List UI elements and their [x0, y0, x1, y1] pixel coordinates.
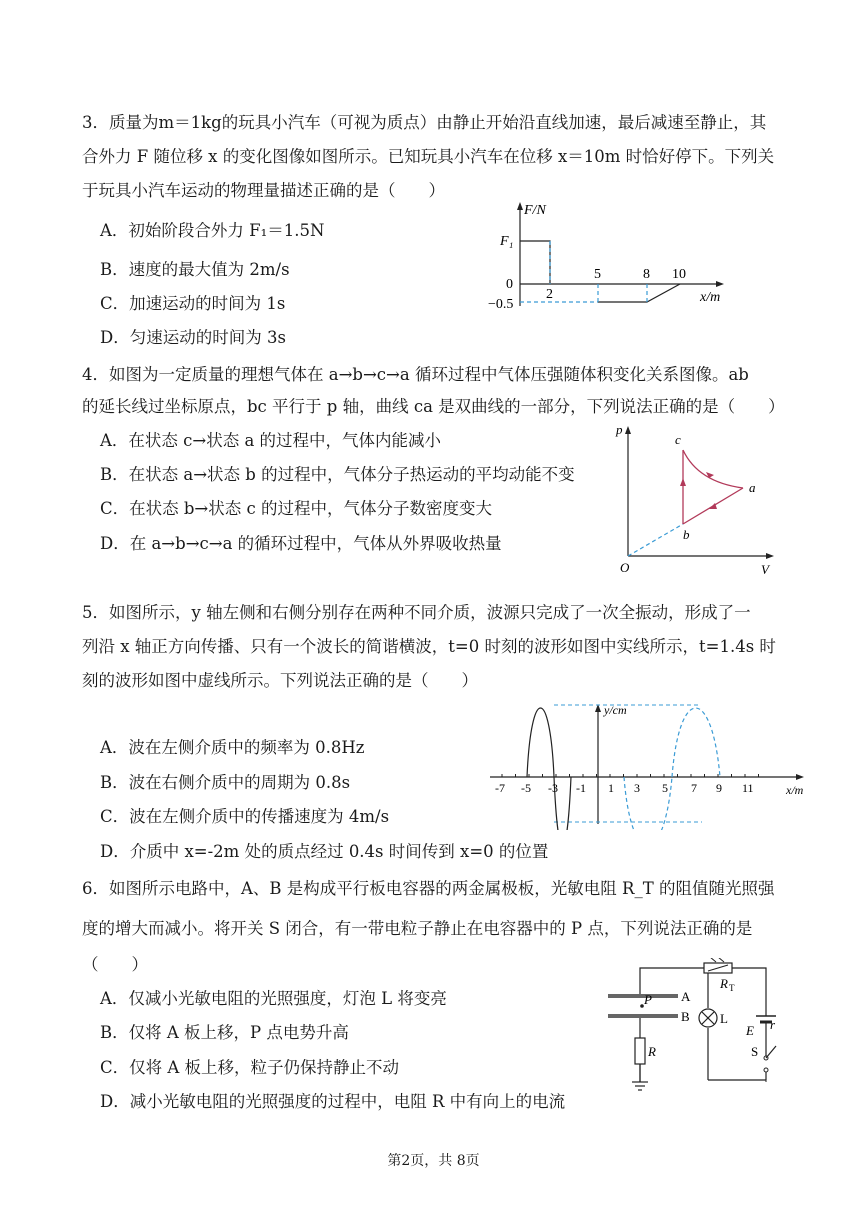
- q4-p-label: p: [616, 422, 623, 437]
- q4-pv-graph: [612, 420, 782, 580]
- q6-label-l: L: [720, 1011, 728, 1026]
- q3-f1-segment: [520, 241, 550, 284]
- q5-option-b: B．波在右侧介质中的周期为 0.8s: [100, 773, 351, 792]
- q4-option-a: A．在状态 c→状态 a 的过程中，气体内能减小: [100, 431, 442, 450]
- q4-extension-line: [628, 524, 683, 556]
- q6-plate-b: [608, 1014, 678, 1018]
- q3-neg-segment: [598, 284, 680, 302]
- q5-tick-label-m7: -7: [495, 781, 505, 795]
- q5-line-1: 5．如图所示，y 轴左侧和右侧分别存在两种不同介质，波源只完成了一次全振动，形成了一: [82, 603, 751, 622]
- q6-label-e: E: [746, 1023, 754, 1038]
- q3-tick-8: 8: [643, 267, 650, 282]
- q6-label-p: P: [644, 992, 652, 1007]
- q3-option-a: A．初始阶段合外力 F₁＝1.5N: [100, 221, 325, 240]
- q6-label-r: R: [648, 1044, 656, 1059]
- q4-v-label: V: [761, 562, 769, 577]
- q6-label-a: A: [681, 989, 691, 1004]
- q6-option-d: D．减小光敏电阻的光照强度的过程中，电阻 R 中有向上的电流: [100, 1092, 566, 1111]
- q6-line-1: [82, 878, 774, 900]
- q3-option-c: C．加速运动的时间为 1s: [100, 294, 286, 313]
- q3-x-label: x/m: [700, 290, 721, 305]
- q5-option-c: C．波在左侧介质中的传播速度为 4m/s: [100, 807, 390, 826]
- q6-label-b: B: [681, 1009, 690, 1024]
- q4-o-label: O: [620, 560, 630, 575]
- q5-tick-label-m5: -5: [521, 781, 531, 795]
- q5-y-label: y/cm: [604, 703, 627, 717]
- q5-dashed-crest: [672, 708, 720, 777]
- q5-x-label: x/m: [786, 783, 804, 797]
- q6-label-r-internal: r: [770, 1017, 776, 1032]
- q5-tick-label-7: 7: [691, 781, 697, 795]
- q4-line-2: 的延长线过坐标原点，bc 平行于 p 轴，曲线 ca 是双曲线的一部分，下列说法正确的是（ ）: [82, 397, 785, 416]
- q4-option-c: C．在状态 b→状态 c 的过程中，气体分子数密度变大: [100, 499, 492, 518]
- q5-wave-graph: [486, 700, 811, 830]
- q4-line-1: 4．如图为一定质量的理想气体在 a→b→c→a 循环过程中气体压强随体积变化关系图像。ab: [82, 365, 749, 384]
- q6-label-rt-sub: T: [729, 983, 735, 993]
- page-footer: 第2页，共 8页: [387, 1153, 480, 1169]
- q4-ca-curve: [683, 450, 743, 488]
- q4-a-label: a: [749, 480, 756, 495]
- q6-label-rt: R: [720, 976, 728, 991]
- q5-tick-label-11: 11: [742, 781, 754, 795]
- q5-line-3: 刻的波形如图中虚线所示。下列说法正确的是（ ）: [82, 671, 478, 690]
- q3-line-3: 于玩具小汽车运动的物理量描述正确的是（ ）: [82, 181, 445, 200]
- q5-tick-label-m1: -1: [576, 781, 586, 795]
- q5-tick-label-1: 1: [608, 781, 614, 795]
- q6-label-s: S: [751, 1044, 759, 1059]
- q5-tick-label-9: 9: [716, 781, 722, 795]
- q4-b-label: b: [683, 527, 690, 542]
- q5-tick-label-3: 3: [634, 781, 640, 795]
- q5-line-2: 列沿 x 轴正方向传播、只有一个波长的简谐横波，t=0 时刻的波形如图中实线所示，t=1.4s 时: [82, 637, 776, 656]
- q6-line-3: （ ）: [82, 955, 148, 974]
- q6-option-b: B．仅将 A 板上移，P 点电势升高: [100, 1023, 349, 1042]
- q6-option-c: C．仅将 A 板上移，粒子仍保持静止不动: [100, 1058, 400, 1077]
- q4-option-b: B．在状态 a→状态 b 的过程中，气体分子热运动的平均动能不变: [100, 465, 575, 484]
- q6-plate-a: [608, 994, 678, 998]
- q3-tick-5: 5: [594, 267, 601, 282]
- q4-c-label: c: [675, 432, 681, 447]
- q3-f1-label: F₁: [500, 234, 514, 249]
- q3-force-graph: [480, 198, 740, 318]
- q3-y-label: F/N: [524, 203, 546, 218]
- q3-line-2: 合外力 F 随位移 x 的变化图像如图所示。已知玩具小汽车在位移 x＝10m 时恰好停下。下列关: [82, 147, 775, 166]
- q3-option-d: D．匀速运动的时间为 3s: [100, 328, 286, 347]
- q3-neg-label: −0.5: [488, 297, 514, 312]
- q6-line-2: 度的增大而减小。将开关 S 闭合，有一带电粒子静止在电容器中的 P 点，下列说法正确的是: [82, 919, 753, 938]
- q3-origin-label: 0: [506, 277, 513, 292]
- q5-solid-crest: [527, 708, 554, 777]
- q3-line-1: 3．质量为m＝1kg的玩具小汽车（可视为质点）由静止开始沿直线加速，最后减速至静止，其: [82, 113, 767, 132]
- q6-line-1-text: 6．如图所示电路中，A、B 是构成平行板电容器的两金属极板，光敏电阻 R_T 的阻值随光照强: [82, 879, 775, 898]
- q5-option-a: A．波在左侧介质中的频率为 0.8Hz: [100, 738, 365, 757]
- q5-tick-label-5: 5: [662, 781, 668, 795]
- q6-option-a: A．仅减小光敏电阻的光照强度，灯泡 L 将变亮: [100, 989, 447, 1008]
- q6-resistor-r: [635, 1038, 645, 1064]
- q5-tick-label-m3: -3: [548, 781, 558, 795]
- q3-tick-10: 10: [672, 267, 686, 282]
- q6-circuit-diagram: [598, 958, 778, 1100]
- q4-option-d: D．在 a→b→c→a 的循环过程中，气体从外界吸收热量: [100, 534, 502, 553]
- q3-option-b: B．速度的最大值为 2m/s: [100, 260, 290, 279]
- q3-tick-2: 2: [546, 287, 553, 302]
- q5-option-d: D．介质中 x=-2m 处的质点经过 0.4s 时间传到 x=0 的位置: [100, 842, 549, 861]
